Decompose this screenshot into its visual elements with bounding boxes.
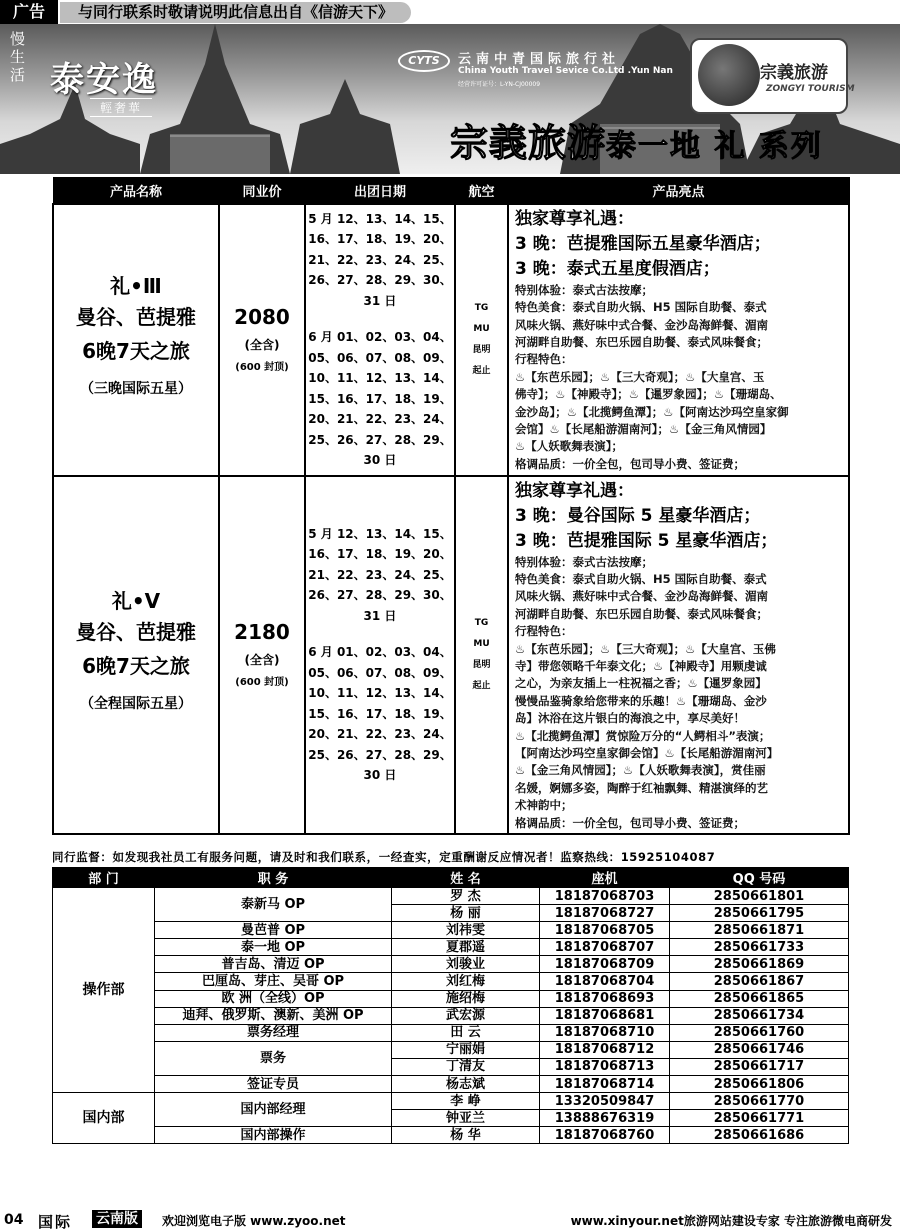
price-inclusive: (全含)	[244, 652, 280, 667]
col-dates: 出团日期	[305, 178, 455, 204]
name-cell: 罗 杰	[392, 888, 540, 905]
role-cell: 签证专员	[155, 1076, 392, 1093]
departure-dates-cell	[305, 204, 455, 476]
product-code: 礼•Ⅴ	[111, 588, 161, 613]
qq-cell: 2850661686	[670, 1127, 849, 1144]
date-line: 16、17、18、19、20、	[308, 232, 452, 246]
airline-line: MU	[473, 638, 490, 649]
qq-cell: 2850661717	[670, 1058, 849, 1075]
contact-row	[53, 1093, 849, 1110]
agency-block	[398, 48, 688, 96]
contact-table	[52, 867, 849, 1144]
highlight-line: 名媛，婀娜多姿，陶醉于红袖飘舞、精湛演绎的艺	[515, 780, 768, 795]
contact-row	[53, 1041, 849, 1058]
phone-cell: 18187068714	[540, 1076, 670, 1093]
name-cell: 丁清友	[392, 1058, 540, 1075]
date-line: 5 月 12、13、14、15、	[308, 526, 452, 541]
highlight-line: 岛】沐浴在这片银白的海浪之中，享尽美好！	[515, 711, 745, 726]
series-title	[450, 112, 823, 167]
airline-line: 昆明	[472, 344, 491, 355]
col-qq: QQ 号码	[670, 868, 849, 888]
section-label: 国际	[38, 1213, 73, 1230]
highlight-line: ♨【金三角风情园】；♨【人妖歌舞表演】，赏佳丽	[515, 763, 766, 778]
footprint-emblem-icon	[698, 44, 760, 106]
phone-cell: 13320509847	[540, 1093, 670, 1110]
role-cell: 国内部经理	[155, 1093, 392, 1127]
date-line: 6 月 01、02、03、04、	[308, 645, 452, 660]
qq-cell: 2850661770	[670, 1093, 849, 1110]
phone-cell: 18187068707	[540, 939, 670, 956]
departure-dates-cell	[305, 476, 455, 835]
date-line: 5 月 12、13、14、15、	[308, 211, 452, 226]
highlight-line: 特别体验：泰式古法按摩；	[515, 554, 653, 569]
product-price: 2180	[234, 619, 290, 644]
contact-row	[53, 1076, 849, 1093]
name-cell: 刘祎雯	[392, 922, 540, 939]
highlight-line: ♨【北揽鳄鱼潭】赏惊险万分的“人鳄相斗”表演；	[515, 728, 771, 743]
phone-cell: 18187068710	[540, 1024, 670, 1041]
department-cell: 国内部	[53, 1093, 155, 1144]
role-cell: 曼芭普 OP	[155, 922, 392, 939]
airline-line: TG	[474, 302, 489, 313]
airline-line: 起止	[472, 365, 491, 376]
date-line: 21、22、23、24、25、	[308, 252, 452, 267]
footer	[0, 1208, 900, 1230]
date-line: 31 日	[363, 293, 397, 308]
date-line: 15、16、17、18、19、	[308, 391, 452, 406]
series-brand: 宗義旅游	[450, 121, 607, 165]
brand-name-en: ZONGYI TOURISM	[766, 84, 855, 94]
phone-cell: 18187068681	[540, 1007, 670, 1024]
phone-cell: 18187068760	[540, 1127, 670, 1144]
cyts-logo-icon: CYTS	[398, 50, 450, 72]
contact-table-header	[53, 868, 849, 888]
airline-cell	[455, 204, 508, 476]
highlight-line: 风味火锅、燕好味中式合餐、金沙岛海鲜餐、湄南	[515, 589, 768, 604]
product-price-cell	[219, 204, 305, 476]
supervision-notice: 同行监督：如发现我社员工有服务问题，请及时和我们联系，一经查实，定重酬谢反应情况者！监察热线：15925104087	[52, 850, 716, 864]
role-cell: 泰新马 OP	[155, 888, 392, 922]
product-name-cell	[53, 204, 219, 476]
highlight-headline: 3 晚：曼谷国际 5 星豪华酒店；	[515, 505, 761, 526]
contact-row	[53, 888, 849, 905]
name-cell: 李 峥	[392, 1093, 540, 1110]
col-airline: 航空	[455, 178, 508, 204]
name-cell: 刘红梅	[392, 973, 540, 990]
highlight-line: 【阿南达沙玛空皇家御会馆】♨【长尾船游湄南河】	[515, 745, 779, 760]
phone-cell: 18187068693	[540, 990, 670, 1007]
name-cell: 钟亚兰	[392, 1110, 540, 1127]
airline-line: 昆明	[472, 659, 491, 670]
ad-tag: 广告	[0, 0, 58, 24]
airline-line: MU	[473, 323, 490, 334]
date-line: 6 月 01、02、03、04、	[308, 330, 452, 344]
highlight-line: 慢慢品鉴骑象给您带来的乐趣！♨【珊瑚岛、金沙	[515, 693, 767, 708]
date-line: 21、22、23、24、25、	[308, 567, 452, 582]
col-department: 部 门	[53, 868, 155, 888]
airline-line: 起止	[472, 680, 491, 691]
highlight-line: 格调品质：一价全包，包司导小费、签证费；	[515, 815, 745, 830]
price-cap: (600 封顶)	[235, 361, 289, 373]
highlight-line: 特别体验：泰式古法按摩；	[515, 282, 653, 297]
phone-cell: 18187068713	[540, 1058, 670, 1075]
series-name: 泰一地 礼 系列	[606, 129, 823, 164]
role-cell: 国内部操作	[155, 1127, 392, 1144]
agency-name-cn: 云南中青国际旅行社	[458, 52, 621, 67]
role-cell: 泰一地 OP	[155, 939, 392, 956]
qq-cell: 2850661771	[670, 1110, 849, 1127]
highlight-headline: 3 晚：芭提雅国际五星豪华酒店；	[515, 233, 771, 254]
luxury-logo-subtitle: 輕奢華	[90, 98, 152, 117]
source-notice: 与同行联系时敬请说明此信息出自《信游天下》	[60, 2, 411, 23]
highlights-cell	[508, 476, 849, 835]
highlight-line: 特色美食：泰式自助火锅、H5 国际自助餐、泰式	[515, 571, 767, 586]
contact-row	[53, 922, 849, 939]
name-cell: 宁丽娟	[392, 1041, 540, 1058]
footer-website[interactable]: 欢迎浏览电子版 www.zyoo.net	[162, 1214, 346, 1228]
qq-cell: 2850661801	[670, 888, 849, 905]
banner	[0, 24, 900, 174]
highlight-line: 术神韵中；	[515, 798, 573, 813]
luxury-logo-title: 泰安逸	[50, 60, 158, 100]
highlight-line: 河湖畔自助餐、东巴乐园自助餐、泰式风味餐食；	[515, 334, 768, 349]
product-hotel-level: （全程国际五星）	[80, 695, 192, 712]
date-line: 25、26、27、28、29、	[308, 432, 452, 447]
airline-cell	[455, 476, 508, 835]
highlight-line: 行程特色：	[515, 352, 573, 367]
phone-cell: 18187068703	[540, 888, 670, 905]
highlight-line: 行程特色：	[515, 624, 573, 639]
name-cell: 夏郡遥	[392, 939, 540, 956]
date-line: 30 日	[363, 453, 397, 467]
highlights-cell	[508, 204, 849, 476]
edition-label: 云南版	[92, 1210, 142, 1228]
name-cell: 杨 丽	[392, 905, 540, 922]
qq-cell: 2850661760	[670, 1024, 849, 1041]
role-cell: 欧 洲（全线）OP	[155, 990, 392, 1007]
phone-cell: 18187068705	[540, 922, 670, 939]
phone-cell: 18187068704	[540, 973, 670, 990]
highlight-line: 风味火锅、燕好味中式合餐、金沙岛海鲜餐、湄南	[515, 317, 768, 332]
col-product-name: 产品名称	[53, 178, 219, 204]
date-line: 05、06、07、08、09、	[308, 665, 452, 680]
role-cell: 票务经理	[155, 1024, 392, 1041]
product-code: 礼•Ⅲ	[110, 273, 162, 298]
role-cell: 普吉岛、清迈 OP	[155, 956, 392, 973]
date-line: 31 日	[363, 608, 397, 623]
product-route: 曼谷、芭提雅	[76, 619, 196, 644]
contact-row	[53, 1127, 849, 1144]
product-route: 曼谷、芭提雅	[76, 304, 196, 329]
contact-row	[53, 956, 849, 973]
contact-row	[53, 973, 849, 990]
qq-cell: 2850661746	[670, 1041, 849, 1058]
col-phone: 座机	[540, 868, 670, 888]
phone-cell: 18187068727	[540, 905, 670, 922]
product-row	[53, 204, 849, 476]
brand-name-cn: 宗義旅游	[760, 63, 828, 83]
product-table-header	[53, 178, 849, 204]
date-line	[308, 311, 452, 327]
highlight-headline: 3 晚：泰式五星度假酒店；	[515, 258, 720, 279]
agency-license: 经营许可证号：L-YN-CJ00009	[458, 81, 541, 88]
contact-row	[53, 1007, 849, 1024]
qq-cell: 2850661795	[670, 905, 849, 922]
qq-cell: 2850661865	[670, 990, 849, 1007]
qq-cell: 2850661733	[670, 939, 849, 956]
date-line: 15、16、17、18、19、	[308, 706, 452, 721]
name-cell: 田 云	[392, 1024, 540, 1041]
qq-cell: 2850661734	[670, 1007, 849, 1024]
contact-row	[53, 939, 849, 956]
agency-name-en: China Youth Travel Sevice Co.Ltd .Yun Nan	[458, 66, 673, 76]
highlight-line: ♨【东芭乐园】；♨【三大奇观】；♨【大皇宫、玉	[515, 369, 765, 384]
date-line: 26、27、28、29、30、	[308, 273, 452, 287]
role-cell: 票务	[155, 1041, 392, 1075]
date-line: 20、21、22、23、24、	[308, 412, 452, 426]
product-price: 2080	[234, 304, 290, 329]
date-line: 05、06、07、08、09、	[308, 350, 452, 365]
role-cell: 迪拜、俄罗斯、澳新、美洲 OP	[155, 1007, 392, 1024]
date-line: 20、21、22、23、24、	[308, 727, 452, 742]
slow-life-text: 慢生活	[10, 30, 26, 84]
department-cell: 操作部	[53, 888, 155, 1093]
col-highlights: 产品亮点	[508, 178, 849, 204]
highlight-line: ♨【东芭乐园】；♨【三大奇观】；♨【大皇宫、玉佛	[515, 641, 776, 656]
date-line: 10、11、12、13、14、	[308, 686, 452, 701]
col-price: 同业价	[219, 178, 305, 204]
footer-slogan[interactable]: www.xinyour.net旅游网站建设专家 专注旅游微电商研发	[570, 1214, 892, 1228]
contact-row	[53, 990, 849, 1007]
date-line: 25、26、27、28、29、	[308, 747, 452, 762]
airline-line: TG	[474, 617, 489, 628]
name-cell: 武宏源	[392, 1007, 540, 1024]
highlight-headline: 独家尊享礼遇：	[515, 480, 634, 501]
top-strip	[0, 0, 900, 26]
product-price-cell	[219, 476, 305, 835]
qq-cell: 2850661806	[670, 1076, 849, 1093]
highlight-line: 格调品质：一价全包，包司导小费、签证费；	[515, 456, 745, 471]
col-name: 姓 名	[392, 868, 540, 888]
highlight-line: 会馆】♨【长尾船游湄南河】；♨【金三角风情园】	[515, 422, 772, 437]
product-row	[53, 476, 849, 835]
highlight-line: 金沙岛】；♨【北揽鳄鱼潭】；♨【阿南达沙玛空皇家御	[515, 404, 789, 419]
qq-cell: 2850661871	[670, 922, 849, 939]
brand-logo-box	[690, 38, 855, 114]
col-role: 职 务	[155, 868, 392, 888]
name-cell: 杨 华	[392, 1127, 540, 1144]
highlight-line: 河湖畔自助餐、东巴乐园自助餐、泰式风味餐食；	[515, 606, 768, 621]
name-cell: 刘骏业	[392, 956, 540, 973]
page-number: 04	[4, 1212, 24, 1228]
date-line: 30 日	[363, 768, 397, 783]
price-inclusive: (全含)	[244, 337, 280, 352]
phone-cell: 18187068712	[540, 1041, 670, 1058]
phone-cell: 18187068709	[540, 956, 670, 973]
name-cell: 施绍梅	[392, 990, 540, 1007]
highlight-line: 特色美食：泰式自助火锅、H5 国际自助餐、泰式	[515, 300, 767, 315]
highlight-line: 寺】带您领略千年泰文化；♨【神殿寺】用颗虔诚	[515, 658, 767, 673]
role-cell: 巴厘岛、芽庄、吴哥 OP	[155, 973, 392, 990]
product-hotel-level: （三晚国际五星）	[80, 380, 192, 397]
product-duration: 6晚7天之旅	[82, 653, 190, 678]
phone-cell: 13888676319	[540, 1110, 670, 1127]
product-duration: 6晚7天之旅	[82, 338, 190, 363]
highlight-headline: 3 晚：芭提雅国际 5 星豪华酒店；	[515, 530, 778, 551]
date-line: 10、11、12、13、14、	[308, 371, 452, 385]
contact-row	[53, 1024, 849, 1041]
price-cap: (600 封顶)	[235, 676, 289, 688]
highlight-headline: 独家尊享礼遇：	[515, 208, 634, 229]
name-cell: 杨志斌	[392, 1076, 540, 1093]
product-table	[52, 177, 850, 835]
product-name-cell	[53, 476, 219, 835]
highlight-line: 佛寺】；♨【神殿寺】；♨【暹罗象园】；♨【珊瑚岛、	[515, 387, 782, 402]
date-line	[308, 626, 452, 642]
date-line: 26、27、28、29、30、	[308, 588, 452, 603]
qq-cell: 2850661867	[670, 973, 849, 990]
date-line: 16、17、18、19、20、	[308, 547, 452, 562]
highlight-line: ♨【人妖歌舞表演】；	[515, 439, 624, 454]
highlight-line: 之心，为亲友插上一柱祝福之香；♨【暹罗象园】	[515, 676, 767, 691]
qq-cell: 2850661869	[670, 956, 849, 973]
